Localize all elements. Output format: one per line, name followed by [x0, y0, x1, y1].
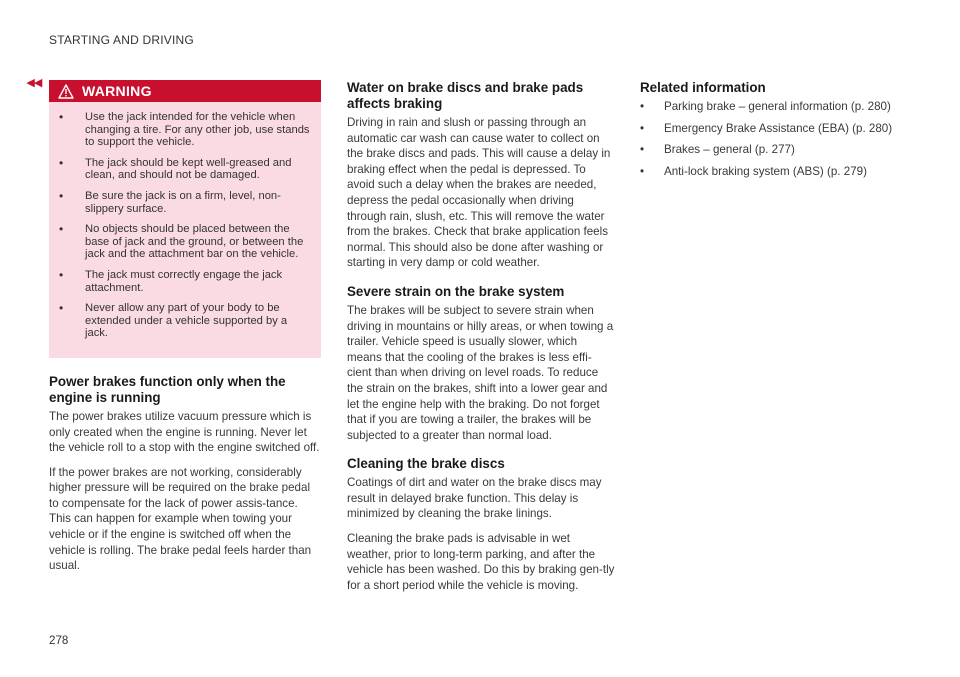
warning-item: • The jack should be kept well-greased and clean, and should not be damaged.	[59, 157, 313, 182]
water-paragraph: Driving in rain and slush or passing through an automatic car wash can cause water to collect on the brake discs and pads. This will cause a delay in braking effect when the pedal is depressed. To avoid such a delay when the brakes are needed, depress the pedal occasionally when driving through rain, slush, etc. This will remove the water from the brakes. Check that brake application feels normal. This should also be done after washing or starting in very damp or cold weather.	[347, 116, 611, 270]
power-brakes-heading: Power brakes function only when the engine is running	[49, 373, 286, 405]
related-heading: Related information	[640, 80, 766, 95]
warning-list	[49, 102, 321, 340]
warning-header	[49, 80, 321, 102]
power-brakes-paragraph: If the power brakes are not working, considerably higher pressure will be required on the brake pedal to compensate for the lack of power assis-tance. This can happen for example when towing your vehicle or if the engine is switched off when the vehicle is rolling. The brake pedal feels harder than usual.	[49, 465, 312, 573]
cleaning-heading: Cleaning the brake discs	[347, 456, 505, 472]
related-link-abs[interactable]: • Anti-lock braking system (ABS) (p. 279)	[640, 164, 915, 180]
power-brakes-paragraph: The power brakes utilize vacuum pressure which is only created when the engine is running. Never let the vehicle roll to a stop with the engine switched off.	[49, 409, 320, 455]
related-link-eba[interactable]: • Emergency Brake Assistance (EBA) (p. 280)	[640, 121, 915, 137]
related-link-parking-brake[interactable]: • Parking brake – general information (p. 280)	[640, 99, 915, 115]
related-link-brakes-general[interactable]: • Brakes – general (p. 277)	[640, 142, 915, 158]
water-section	[347, 80, 615, 271]
left-column	[49, 80, 321, 583]
page-number: 278	[49, 634, 69, 647]
warning-item: • Never allow any part of your body to be extended under a vehicle supported by a jack.	[59, 302, 313, 340]
power-brakes-section	[49, 374, 321, 574]
cleaning-paragraph: Cleaning the brake pads is advisable in wet weather, prior to long-term parking, and after the vehicle has been washed. Do this by braking gen-tly for a short period while the vehicle is moving.	[347, 532, 615, 592]
strain-heading: Severe strain on the brake system	[347, 283, 565, 299]
water-heading: Water on brake discs and brake pads affects braking	[347, 80, 584, 111]
warning-title: WARNING	[82, 83, 152, 99]
warning-triangle-icon	[58, 84, 74, 99]
strain-section	[347, 284, 615, 443]
warning-box	[49, 80, 321, 358]
warning-item: • Use the jack intended for the vehicle when changing a tire. For any other job, use stands to support the vehicle.	[59, 111, 313, 149]
right-column	[640, 80, 915, 185]
cleaning-paragraph: Coatings of dirt and water on the brake discs may result in delayed brake function. This delay is minimized by cleaning the brake linings.	[347, 476, 602, 521]
running-header: STARTING AND DRIVING	[49, 33, 194, 47]
warning-item: • No objects should be placed between the base of jack and the ground, or between the jack and the attachment bar on the vehicle.	[59, 223, 313, 261]
middle-column	[347, 80, 615, 602]
previous-page-chevrons-icon[interactable]: ◂◂	[27, 74, 43, 91]
warning-item: • Be sure the jack is on a firm, level, non-slippery surface.	[59, 190, 313, 215]
cleaning-section	[347, 456, 615, 593]
warning-item: • The jack must correctly engage the jack attachment.	[59, 269, 313, 294]
related-links	[640, 99, 915, 179]
strain-paragraph: The brakes will be subject to severe strain when driving in mountains or hilly areas, or when towing a trailer. Vehicle speed is usually slower, which means that the cooling of the brakes is less effi-cient than when driving on level roads. To reduce the strain on the brakes, shift into a lower gear and let the engine help with the braking. Do not forget that if you are towing a trailer, the brakes will be subjected to a greater than normal load.	[347, 303, 614, 442]
